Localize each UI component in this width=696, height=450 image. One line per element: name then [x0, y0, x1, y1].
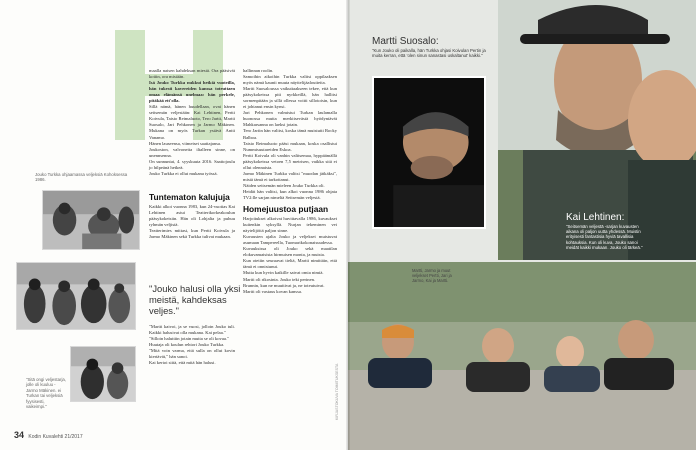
paragraph: Kai kertoi siitä, että mitä hän halusi. — [149, 360, 216, 366]
paragraph: Näiden seitsemän mieleen Jouko Turkka oli. — [243, 182, 325, 188]
paragraph: Tero Jartin hän valitsi, koska tämä muistutti Rocky Balboa. — [243, 128, 337, 140]
paragraph: Brunnin, kun ne muuttivat ja, ne toteutuivat. — [243, 282, 325, 288]
paragraph: hallinnan roolin. — [243, 68, 274, 73]
paragraph: Martti Suosaloussa vaikuttaakseen tekee, että kun pääsykokeissa piti nyrkkeillä, hän hallitsi sormenpitään ja sillä ollessa voitti sillotoisin, kun ei johtanut ensin kynsi. — [243, 86, 337, 110]
group-photo — [348, 262, 696, 450]
paragraph: Mutta kun hyvin kaikille saivat omia nimiä. — [243, 270, 324, 276]
pull-quote: "Jouko halusi olla yksi meistä, kahdeksas veljes." — [149, 283, 241, 317]
paragraph: Samoihin aikoihin Turkka valitsi oppilaaksen myös nämä kaunii muuta näyttelijäaloutteita. — [243, 74, 337, 86]
paragraph: Jari Pehkonen valmistui Turkan laulamalla huonossa mutta merkitsevästä hyödyntävät Mahkarsanna on laeksi jotain. — [243, 110, 337, 128]
article-column-1-after-quote — [149, 324, 235, 366]
section-heading: Tuntematon kalujuja — [149, 192, 230, 202]
photo-caption-top: Jouko Turkka ohjaamassa veljeksiä Kohoksessa 1986. — [35, 172, 128, 183]
paragraph: "Martti kaivoi, ja se vuosi, jolloin Jouko tuli. Kaikki halusivat olla mukana. Kai pelaa." — [149, 324, 235, 336]
paragraph: Harjoitukset alkoivat huvittavalla 1986, kuvaukset kuitenkin syksyllä. Nurjan tekeminen vei näytelijöitä paljon sinne. — [243, 216, 337, 234]
quote-text-martti: "Kun Jouko oli paikalla, hän Turkka ohjasi Koivulan Pertin ja muita kerran, että 'olen sinun sanastasi uskaltanut' kaikki." — [372, 48, 486, 59]
group-photo-caption: Martti, Jarmo ja muut veljekset Pertti, Jari ja Jarmo, Kai ja Martti. — [412, 268, 452, 283]
paragraph: "Mitä voin varma, että sulla on ollut kovin kiertävät," hän sanoi. — [149, 348, 235, 360]
paragraph: Hänen lauseensa, viimeiset saattajansa. — [149, 140, 222, 146]
article-column-2 — [243, 68, 337, 295]
section-heading: Homejuustoa putjaan — [243, 204, 329, 215]
article-column-1-bottom — [149, 189, 235, 240]
photo-rehearsal-bottom — [70, 346, 136, 402]
paragraph: Kuvauksissa oli Jouko sekä maatilan elokuvamaisista hirmuisen monta, ja muista. — [243, 246, 337, 258]
paragraph: Huutaja oli koulun rehtori Jouko Turkka. — [149, 342, 225, 348]
paragraph: On sunnuntai, 4. syyskuuta 2016. Saattojoulu jo hilpeänä hetkeä. — [149, 158, 235, 170]
article-column-1-top — [149, 68, 235, 177]
paragraph: Teatterimies mittasi, kun Pertti Koivula ja Jarmo Mäkinen sekä Turkka tulivat mukaan. — [149, 228, 235, 240]
quote-text-kai: "Seitsemän veljestä -sarjan kuvausten aikana oli paljon uutta yhdessä. Muistin erityisesti fantastisia hyviä tavallisia kohtauksia. Kun oli kuva, Jouko sanoi meidät kaikki mukaan. Jouko oli tärkeä." — [566, 224, 643, 250]
paragraph: Jouko Turkka ei ollut mukana työssä. — [149, 170, 218, 176]
right-page — [348, 0, 696, 450]
paragraph: Kuvausten ajalta Jouko ja veljekset muistuvat asumaan Tampereella, Tuomarikokonaisuudessa. — [243, 234, 337, 246]
photo-rehearsal-middle — [16, 262, 136, 330]
quote-name-kai: Kai Lehtinen: — [566, 212, 625, 223]
quote-block-kai — [566, 212, 684, 250]
paragraph: "Silloin haluttiin jotain mutta se oli kovaa." — [149, 336, 229, 342]
photo-credit: KIRJASTOKUVA TOIMITUKSESTA — [335, 363, 339, 420]
magazine-issue: Kodin Kuvalehti 21/2017 — [28, 434, 83, 440]
paragraph: Heidät hän valitsi, kun alkoi vuonna 1986 ohjata TV2:lle sarjan nimeltä Seitsemän veljestä. — [243, 188, 337, 200]
paragraph: maalla naisen kahdeksan miestä. Ora pääsivät kotiin, ora mistään. — [149, 68, 235, 80]
page-gutter — [346, 0, 350, 450]
paragraph: Martti oli rikosinta. Jouko teki perinen. — [243, 276, 316, 282]
quote-name-martti: Martti Suosalo: — [372, 36, 439, 47]
paragraph: Jarmo Mäkinen Turkka valitsi "muodan jätkäksi", mistä tämä ei tarkottanut. — [243, 170, 337, 182]
paragraph: Kun otetiin seuraavat tieltä, Martti nimittäin, että tämä ei onnistunut. — [243, 258, 337, 270]
inset-photo-portrait — [372, 76, 486, 229]
photo-rehearsal-top — [42, 190, 140, 250]
paragraph: Taisto Reimaluoto pääsi mukaan, koska osallistui Nummisuutareiden Eskoa. — [243, 140, 337, 152]
page-number: 34 — [14, 430, 25, 440]
paragraph: Isä Jouko Turkka nukkui hetkiä vuoteilla, hän tukesti kavereiden kanssa toteuttaen omaa elämänsä unelmaa: hän perkele, pitäkää ett'olla. — [149, 80, 235, 104]
page-footer — [14, 430, 83, 440]
paragraph: Pertti Koivula oli vanhin valitsemaa, hyppäämällä pääsykokeissa vetoen 7,5 metrisen, vaikka sitä ei ollut olennaista. — [243, 152, 337, 170]
photo-caption-bottom: "Sitä ongi veljestarja, jolle oli kuuluu - Jarmo Mäkinen. ei Turkan tai veljeksiä fyysisesti, vaikeimpi." — [26, 377, 66, 410]
paragraph: Kaikki alkoi vuonna 1983, kun 24-vuotias Kai Lehtinen astui Teatterikorkeakoulun pääsykokeisiin. Hän oli Lohjalta ja puhuu ryhmän veljistä. — [149, 204, 235, 228]
paragraph: Sillä nämä, hänen huudellaan, ovat hänen seitsemän veljestään: Kai Lehtinen, Pertti Koivula, Taisto Reimaluoto, Tero Jartti, Martti Suosalo, Jari Pehkonen ja Jarmo Mäkinen. Mukana on myös Turkan ystävä Antti Vanamo. — [149, 104, 235, 140]
paragraph: Joukoston, valvoneita iltalleen sinne, on unennsenna. — [149, 146, 235, 158]
paragraph: Martti oli vastaus kovan kanssa. — [243, 288, 303, 294]
